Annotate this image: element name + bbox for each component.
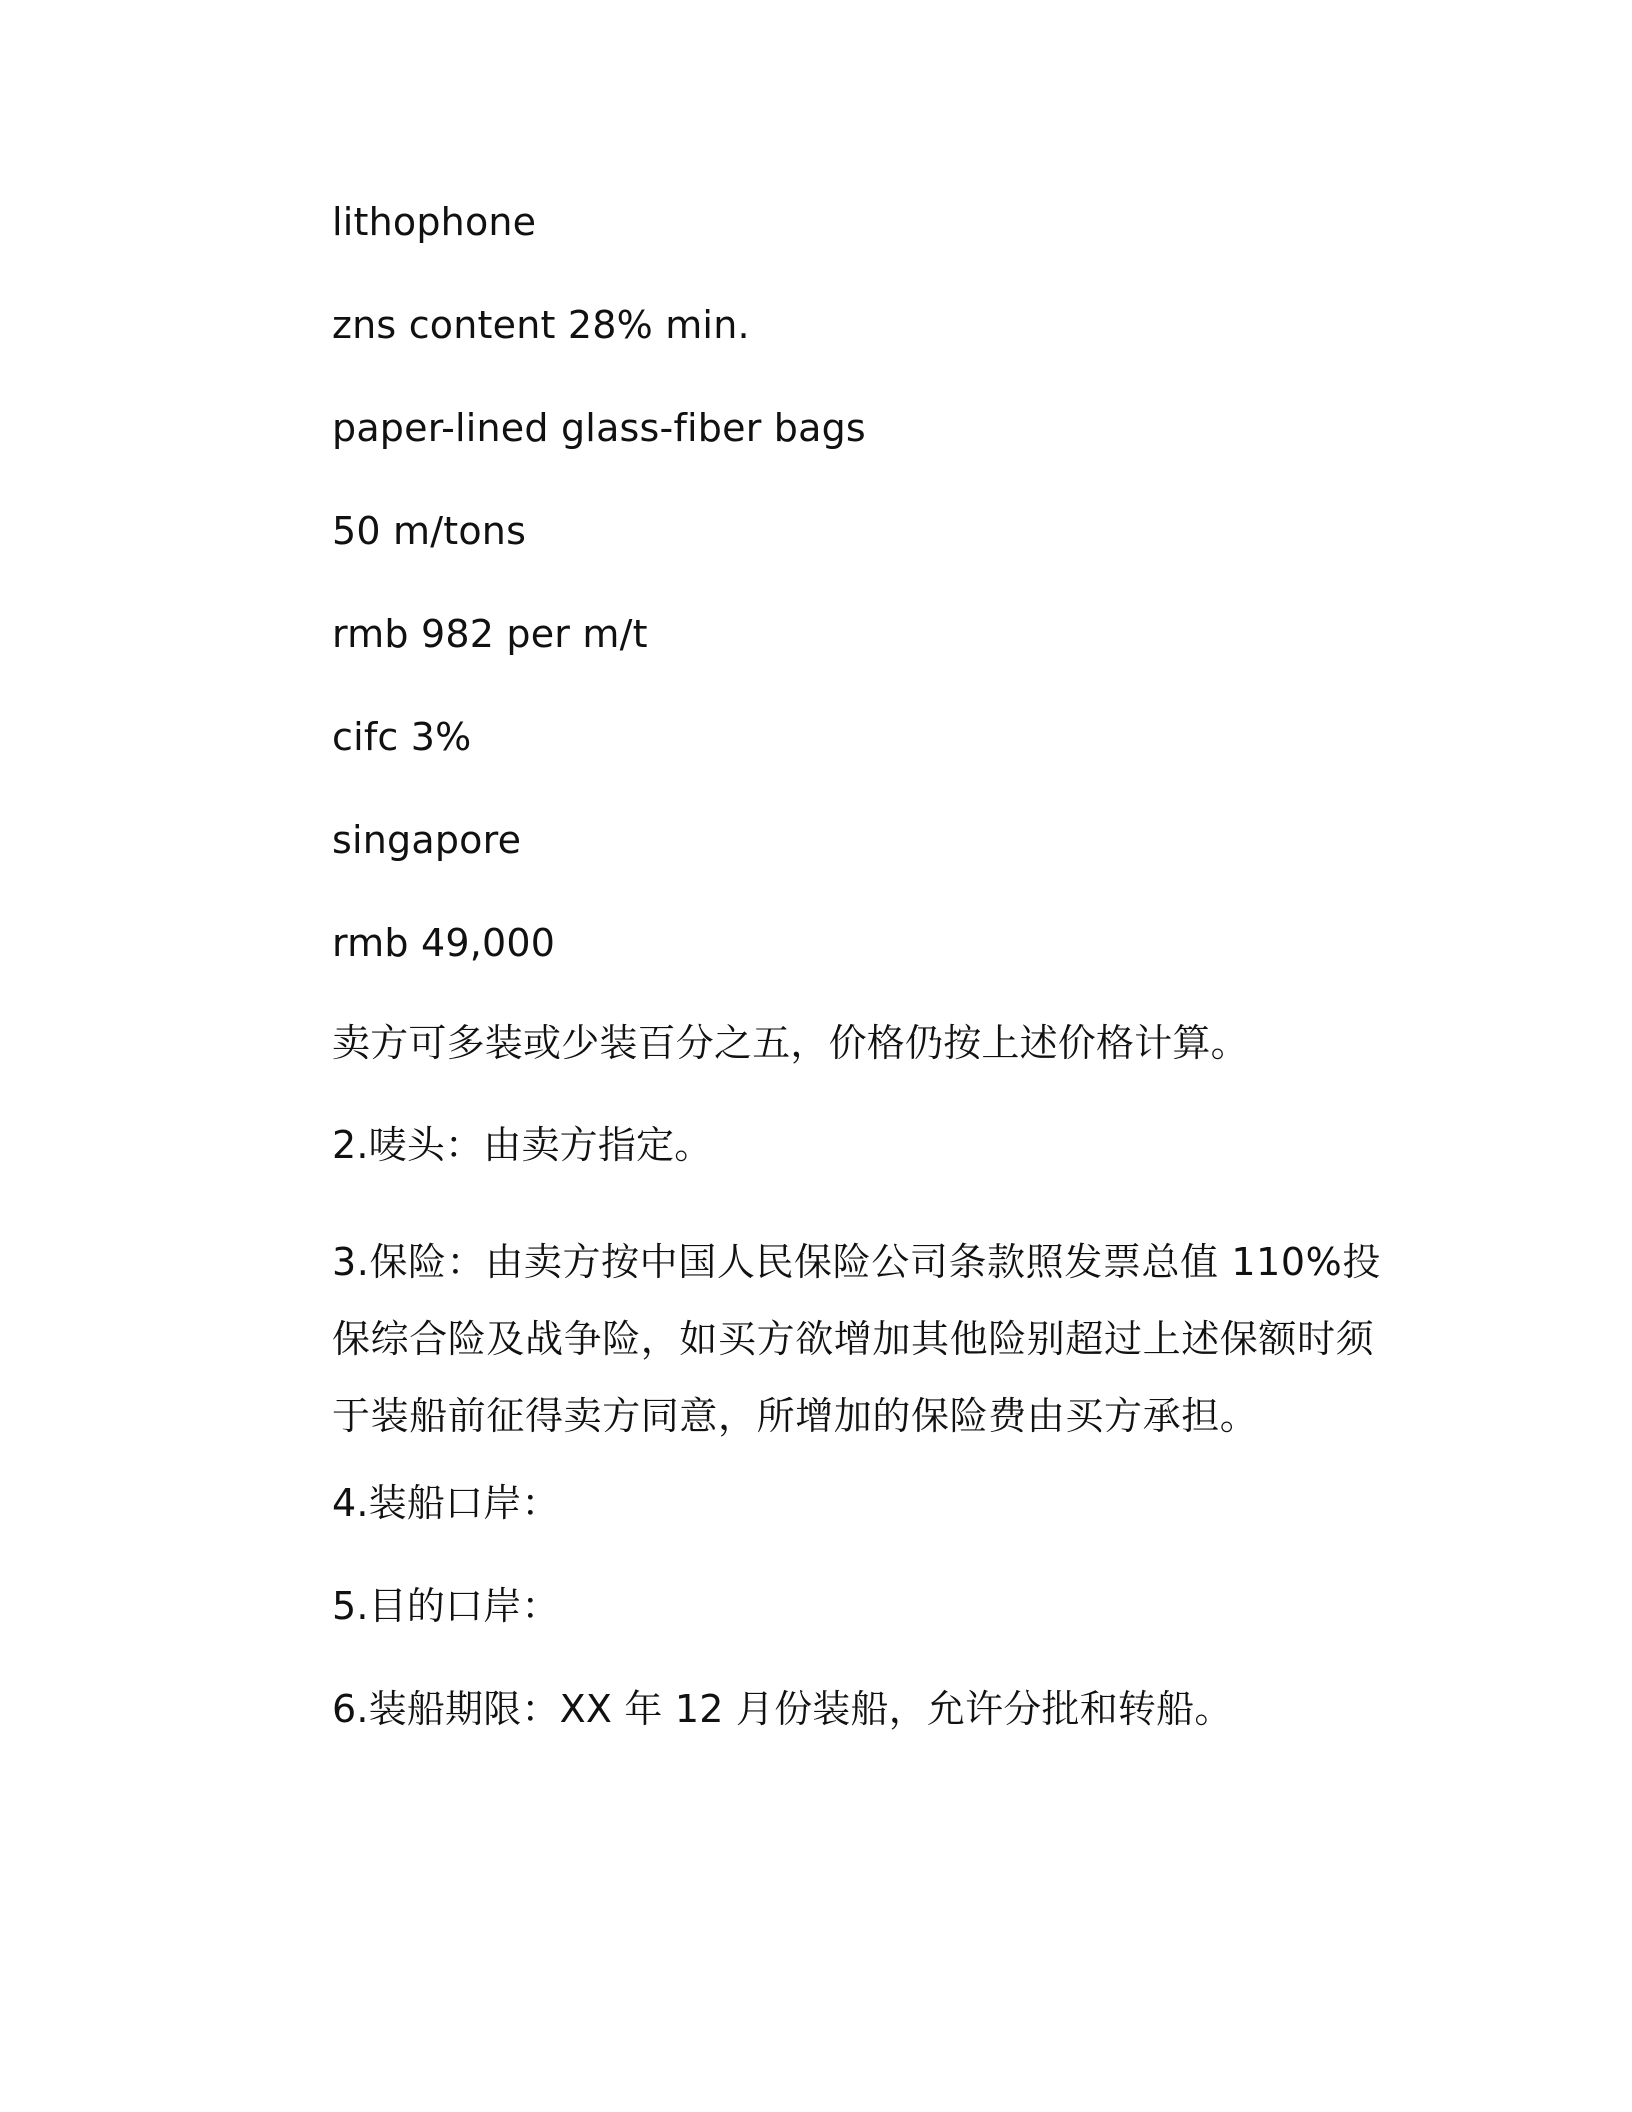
spec-line-content: zns content 28% min. xyxy=(332,303,750,347)
spec-line-product: lithophone xyxy=(332,200,537,244)
clause-marks: 2.唛头：由卖方指定。 xyxy=(332,1123,713,1167)
spec-line-total-value: rmb 49,000 xyxy=(332,921,556,965)
clause-shipment-period: 6.装船期限：XX 年 12 月份装船，允许分批和转船。 xyxy=(332,1687,1233,1731)
spec-line-packing: paper-lined glass-fiber bags xyxy=(332,406,866,450)
spec-line-unit-price: rmb 982 per m/t xyxy=(332,612,648,656)
clause-port-of-destination: 5.目的口岸： xyxy=(332,1584,560,1628)
clause-port-of-loading: 4.装船口岸： xyxy=(332,1481,560,1525)
spec-line-quantity: 50 m/tons xyxy=(332,509,527,553)
spec-line-terms: cifc 3% xyxy=(332,715,472,759)
clause-insurance-text: 3.保险：由卖方按中国人民保险公司条款照发票总值 110%投保综合险及战争险，如买方欲增加其他险别超过上述保额时须于装船前征得卖方同意，所增加的保险费由买方承担。 xyxy=(332,1240,1381,1438)
clause-insurance xyxy=(238,1224,1388,1455)
spec-line-destination: singapore xyxy=(332,818,522,862)
clause-quantity-note: 卖方可多装或少装百分之五，价格仍按上述价格计算。 xyxy=(332,1021,1249,1065)
